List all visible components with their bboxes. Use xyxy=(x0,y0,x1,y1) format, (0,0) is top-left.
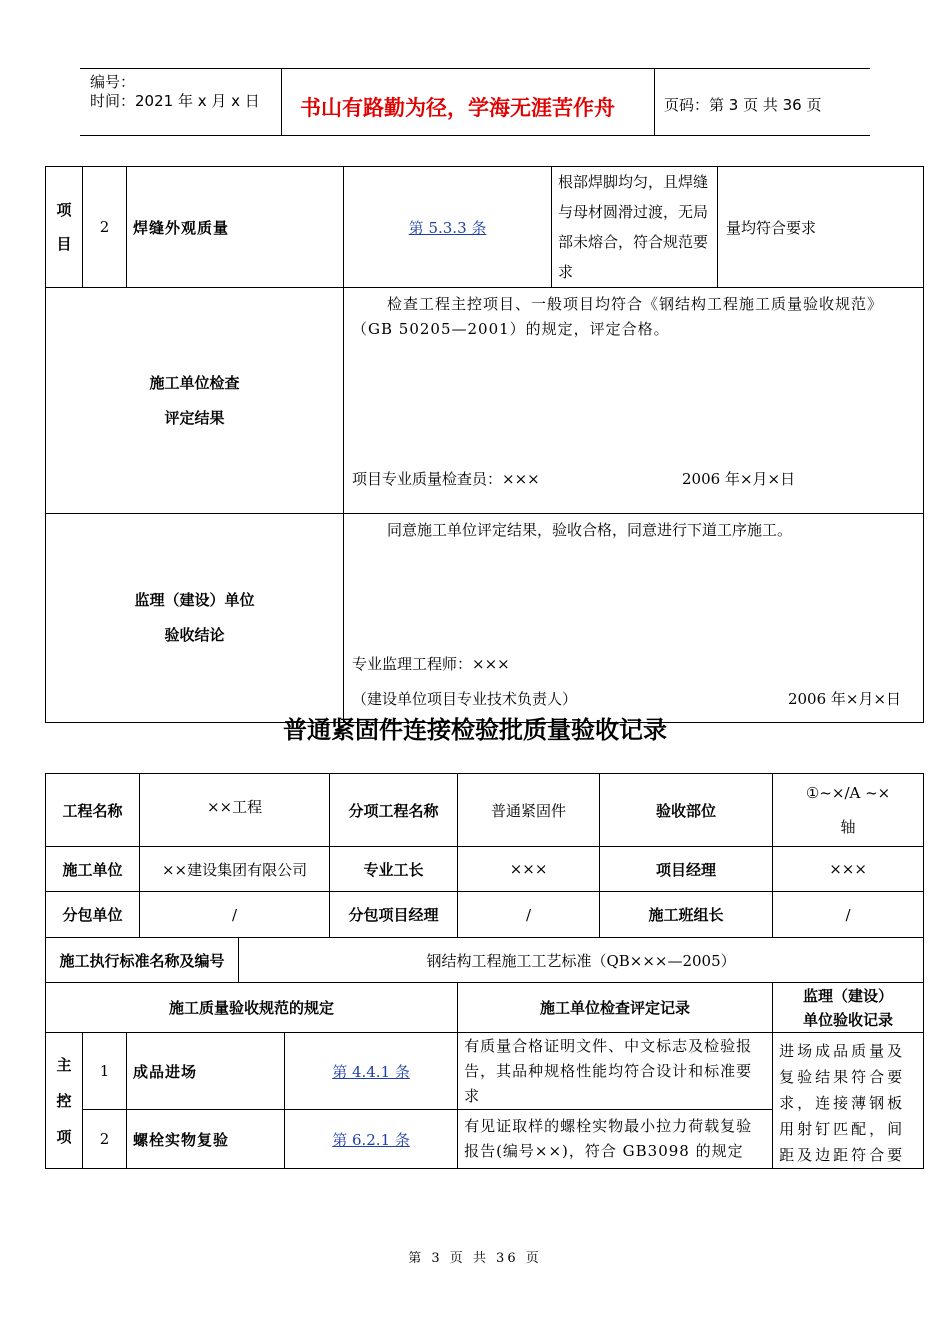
category-char-2: 目 xyxy=(56,235,72,253)
supervision-label-1: 监理（建设）单位 xyxy=(134,591,255,609)
contractor-label: 施工单位 xyxy=(46,847,140,892)
category-main-3: 项 xyxy=(56,1127,72,1146)
category-char-1: 项 xyxy=(56,201,72,219)
header-top-rule xyxy=(80,68,870,69)
header-time-label: 时间：2021 年 x 月 x 日 xyxy=(90,92,260,110)
construction-label-cell xyxy=(46,288,344,514)
header-divider-2 xyxy=(654,68,655,136)
column-check-header: 施工单位检查评定记录 xyxy=(458,983,773,1033)
row-1-number: 1 xyxy=(83,1033,127,1110)
construction-date: 2006 年×月×日 xyxy=(682,470,796,488)
category-main-1: 主 xyxy=(56,1055,72,1074)
page-footer: 第 3 页 共 36 页 xyxy=(408,1251,542,1266)
location-value-1: ①~×/A ~× xyxy=(805,784,891,802)
inspection-table-continued xyxy=(45,166,924,723)
standard-value: 钢结构工程施工工艺标准（QB×××—2005） xyxy=(239,938,924,983)
row-2-number: 2 xyxy=(83,1110,127,1169)
row-1-clause-cell xyxy=(285,1033,458,1110)
main-control-supervision-record: 进场成品质量及复验结果符合要求，连接薄钢板用射钉匹配，间距及边距符合要 xyxy=(773,1033,924,1169)
project-manager-label: 项目经理 xyxy=(600,847,773,892)
category-main-2: 控 xyxy=(56,1091,72,1110)
check-record: 根部焊脚均匀，且焊缝与母材圆滑过渡，无局部未熔合，符合规范要求 xyxy=(552,167,718,288)
acceptance-record-table xyxy=(45,773,924,1169)
location-value-2: 轴 xyxy=(840,818,856,836)
construction-text: 检查工程主控项目、一般项目均符合《钢结构工程施工质量验收规范》（GB 50205—2001）的规定，评定合格。 xyxy=(352,295,884,338)
project-name-value: ××工程 xyxy=(140,774,330,847)
construction-result-cell xyxy=(344,288,924,514)
row-2-clause-link[interactable]: 第 6.2.1 条 xyxy=(332,1130,410,1149)
owner-note: （建设单位项目专业技术负责人） xyxy=(352,690,578,708)
category-cell xyxy=(46,167,83,288)
column-spec-header: 施工质量验收规范的规定 xyxy=(46,983,458,1033)
subcontractor-label: 分包单位 xyxy=(46,892,140,938)
team-leader-label: 施工班组长 xyxy=(600,892,773,938)
column-supervision-header-2: 单位验收记录 xyxy=(803,1010,894,1029)
supervision-label-2: 验收结论 xyxy=(164,626,225,644)
row-number: 2 xyxy=(83,167,127,288)
project-name-label: 工程名称 xyxy=(46,774,140,847)
clause-cell xyxy=(344,167,552,288)
standard-label: 施工执行标准名称及编号 xyxy=(46,938,239,983)
foreman-label: 专业工长 xyxy=(330,847,458,892)
row-2-item: 螺栓实物复验 xyxy=(127,1110,285,1169)
header-slogan: 书山有路勤为径，学海无涯苦作舟 xyxy=(300,96,615,120)
contractor-value: ××建设集团有限公司 xyxy=(140,847,330,892)
construction-label-2: 评定结果 xyxy=(164,408,225,427)
supervision-label-cell xyxy=(46,514,344,723)
clause-link[interactable]: 第 5.3.3 条 xyxy=(408,218,487,237)
foreman-value: ××× xyxy=(458,847,600,892)
header-bottom-rule xyxy=(80,135,870,136)
sub-project-value: 普通紧固件 xyxy=(458,774,600,847)
document-title: 普通紧固件连接检验批质量验收记录 xyxy=(283,716,667,744)
inspector-signature: 项目专业质量检查员：××× xyxy=(352,470,540,488)
supervision-record: 量均符合要求 xyxy=(718,167,924,288)
sub-pm-label: 分包项目经理 xyxy=(330,892,458,938)
construction-label-1: 施工单位检查 xyxy=(149,373,240,392)
header-divider-1 xyxy=(281,68,282,136)
engineer-signature: 专业监理工程师：××× xyxy=(352,655,510,673)
column-supervision-header xyxy=(773,983,924,1033)
supervision-result-cell xyxy=(344,514,924,723)
row-2-clause-cell xyxy=(285,1110,458,1169)
row-1-clause-link[interactable]: 第 4.4.1 条 xyxy=(332,1062,410,1081)
location-cell xyxy=(773,774,924,847)
location-label: 验收部位 xyxy=(600,774,773,847)
subcontractor-value: / xyxy=(140,892,330,938)
main-control-category xyxy=(46,1033,83,1169)
header-page-label: 页码：第 3 页 共 36 页 xyxy=(664,96,822,114)
row-2-record: 有见证取样的螺栓实物最小拉力荷载复验报告(编号××)，符合 GB3098 的规定 xyxy=(458,1110,773,1169)
row-1-item: 成品进场 xyxy=(127,1033,285,1110)
supervision-text: 同意施工单位评定结果，验收合格，同意进行下道工序施工。 xyxy=(387,521,793,539)
header-number-label: 编号： xyxy=(90,73,136,91)
column-supervision-header-1: 监理（建设） xyxy=(803,986,894,1005)
project-manager-value: ××× xyxy=(773,847,924,892)
sub-pm-value: / xyxy=(458,892,600,938)
supervision-date: 2006 年×月×日 xyxy=(787,690,902,708)
row-1-record: 有质量合格证明文件、中文标志及检验报告，其品种规格性能均符合设计和标准要求 xyxy=(458,1033,773,1110)
team-leader-value: / xyxy=(773,892,924,938)
sub-project-label: 分项工程名称 xyxy=(330,774,458,847)
item-name: 焊缝外观质量 xyxy=(127,167,344,288)
